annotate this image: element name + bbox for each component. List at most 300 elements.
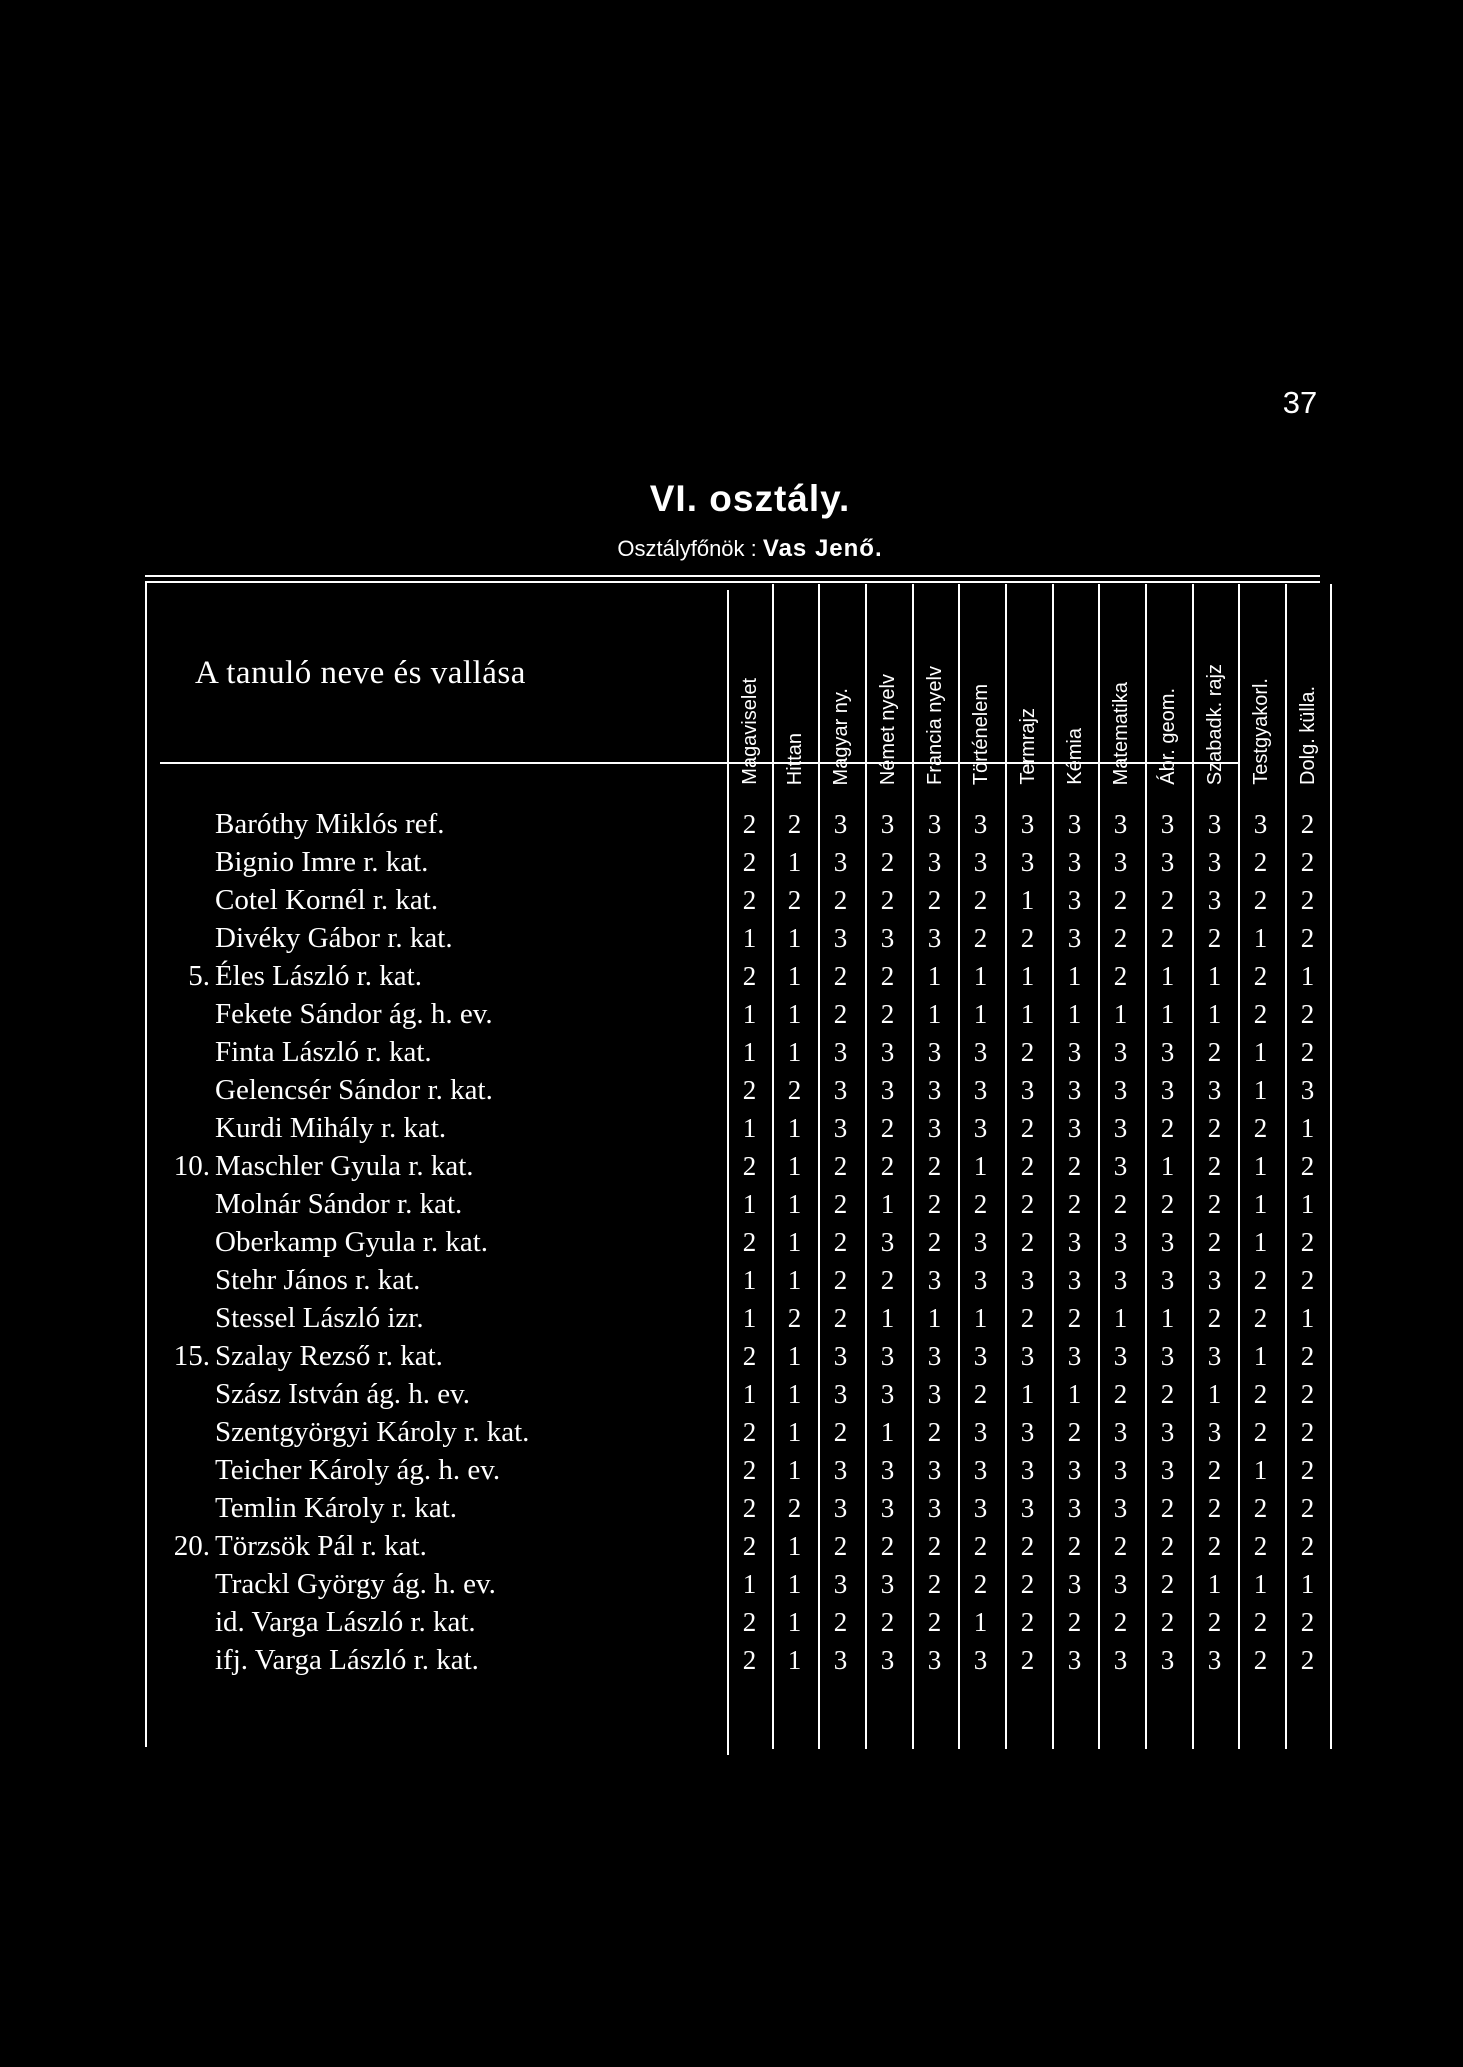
grade-cell: 2 <box>1160 1607 1175 1637</box>
grade-cell: 1 <box>1300 1303 1315 1333</box>
grade-cell: 2 <box>1067 1151 1082 1181</box>
table-top-rule <box>145 575 1320 577</box>
grade-cell: 2 <box>1067 1531 1082 1561</box>
grade-cell: 2 <box>927 1417 942 1447</box>
grade-cell: 2 <box>1300 1379 1315 1409</box>
grade-cell: 3 <box>973 1493 988 1523</box>
subject-header <box>1194 595 1235 785</box>
subject-header-label: Testgyakorl. <box>1249 678 1272 785</box>
grade-cell: 3 <box>973 809 988 839</box>
grade-cell: 2 <box>1113 885 1128 915</box>
grade-cell: 2 <box>787 1493 802 1523</box>
subject-header <box>1287 595 1328 785</box>
subject-header <box>729 595 770 785</box>
grade-cell: 3 <box>1113 1037 1128 1067</box>
grade-cell: 1 <box>880 1417 895 1447</box>
student-name: ifj. Varga László r. kat. <box>215 1644 479 1676</box>
student-name: Maschler Gyula r. kat. <box>215 1150 474 1182</box>
grade-cell: 2 <box>1300 1227 1315 1257</box>
grade-cell: 2 <box>1160 1113 1175 1143</box>
grade-cell: 1 <box>787 1151 802 1181</box>
grade-cell: 2 <box>1300 1151 1315 1181</box>
grade-cell: 1 <box>1207 999 1222 1029</box>
grade-cell: 2 <box>787 1303 802 1333</box>
table-row <box>0 996 1463 1033</box>
grade-cell: 1 <box>1160 1303 1175 1333</box>
page-number: 37 <box>1282 385 1318 420</box>
grade-cell: 3 <box>833 1113 848 1143</box>
grade-cell: 2 <box>1300 885 1315 915</box>
grade-cell: 2 <box>1207 1227 1222 1257</box>
student-name: Divéky Gábor r. kat. <box>215 922 453 954</box>
grade-cell: 1 <box>787 847 802 877</box>
grade-cell: 3 <box>833 1341 848 1371</box>
grade-cell: 3 <box>1160 1227 1175 1257</box>
grade-cell: 3 <box>1207 1417 1222 1447</box>
subject-header-label: Francia nyelv <box>923 666 946 785</box>
teacher-name: Vas Jenő. <box>762 535 883 562</box>
student-name: id. Varga László r. kat. <box>215 1606 476 1638</box>
table-row <box>0 1376 1463 1413</box>
grade-cell: 3 <box>927 1645 942 1675</box>
grade-cell: 2 <box>833 1303 848 1333</box>
grade-cell: 2 <box>880 1113 895 1143</box>
grade-cell: 3 <box>1067 1569 1082 1599</box>
grade-cell: 2 <box>742 1075 757 1105</box>
grade-cell: 3 <box>1067 1075 1082 1105</box>
grade-cell: 1 <box>1253 1075 1268 1105</box>
grade-cell: 1 <box>1067 1379 1082 1409</box>
grade-cell: 3 <box>1067 1493 1082 1523</box>
grade-cell: 2 <box>742 961 757 991</box>
table-top-rule-2 <box>145 581 1320 583</box>
grade-cell: 2 <box>1020 1113 1035 1143</box>
grade-cell: 2 <box>1300 1531 1315 1561</box>
grade-cell: 3 <box>1160 1341 1175 1371</box>
grade-cell: 2 <box>1300 1417 1315 1447</box>
grade-cell: 3 <box>1020 1341 1035 1371</box>
grade-cell: 1 <box>787 1113 802 1143</box>
grade-cell: 3 <box>1067 1455 1082 1485</box>
table-row <box>0 1338 1463 1375</box>
grade-cell: 2 <box>742 1455 757 1485</box>
grade-cell: 1 <box>1300 1113 1315 1143</box>
student-name: Gelencsér Sándor r. kat. <box>215 1074 493 1106</box>
student-name: Stehr János r. kat. <box>215 1264 421 1296</box>
grade-cell: 1 <box>1067 999 1082 1029</box>
grade-cell: 2 <box>1067 1303 1082 1333</box>
grade-cell: 1 <box>1207 961 1222 991</box>
grade-cell: 1 <box>1253 1341 1268 1371</box>
grade-cell: 2 <box>1300 999 1315 1029</box>
grade-cell: 3 <box>927 1265 942 1295</box>
grade-cell: 3 <box>880 1227 895 1257</box>
grade-cell: 3 <box>880 1569 895 1599</box>
grade-cell: 3 <box>1160 1645 1175 1675</box>
grade-cell: 1 <box>742 1569 757 1599</box>
grade-cell: 2 <box>1020 1531 1035 1561</box>
subject-header <box>1054 595 1095 785</box>
student-name: Temlin Károly r. kat. <box>215 1492 457 1524</box>
subject-header-label: Matematika <box>1109 681 1132 785</box>
grade-cell: 2 <box>1207 1189 1222 1219</box>
grade-cell: 2 <box>880 1531 895 1561</box>
grade-cell: 2 <box>833 961 848 991</box>
grade-cell: 3 <box>1113 1265 1128 1295</box>
subject-header-label: Történelem <box>969 683 992 785</box>
grade-cell: 2 <box>1160 1493 1175 1523</box>
grade-cell: 3 <box>1020 1493 1035 1523</box>
subject-header-label: Magaviselet <box>738 678 761 785</box>
student-name: Finta László r. kat. <box>215 1036 432 1068</box>
grade-cell: 3 <box>1113 1151 1128 1181</box>
grade-cell: 2 <box>787 809 802 839</box>
grade-cell: 3 <box>1113 1569 1128 1599</box>
grade-cell: 1 <box>1160 999 1175 1029</box>
grade-cell: 2 <box>787 1075 802 1105</box>
grade-cell: 1 <box>787 1607 802 1637</box>
student-name: Oberkamp Gyula r. kat. <box>215 1226 489 1258</box>
grade-cell: 1 <box>742 1379 757 1409</box>
subject-header-label: Dolg. külla. <box>1296 686 1319 785</box>
grade-cell: 3 <box>1067 1265 1082 1295</box>
grade-cell: 2 <box>1300 809 1315 839</box>
grade-cell: 3 <box>1020 1265 1035 1295</box>
grade-cell: 3 <box>1067 885 1082 915</box>
grade-cell: 3 <box>1207 1075 1222 1105</box>
grade-cell: 2 <box>1113 961 1128 991</box>
grade-cell: 2 <box>1300 923 1315 953</box>
grade-cell: 3 <box>973 1037 988 1067</box>
grade-cell: 2 <box>742 1531 757 1561</box>
table-row <box>0 1148 1463 1185</box>
grade-cell: 2 <box>1207 1493 1222 1523</box>
grade-cell: 3 <box>973 1113 988 1143</box>
grade-cell: 2 <box>1300 1645 1315 1675</box>
student-name: Molnár Sándor r. kat. <box>215 1188 463 1220</box>
grade-cell: 2 <box>1253 1379 1268 1409</box>
grade-cell: 2 <box>1253 1113 1268 1143</box>
grade-cell: 2 <box>1300 1493 1315 1523</box>
grade-cell: 3 <box>833 923 848 953</box>
grade-cell: 2 <box>927 885 942 915</box>
grade-cell: 2 <box>1253 1531 1268 1561</box>
grade-cell: 2 <box>1253 999 1268 1029</box>
subject-header <box>1147 595 1188 785</box>
grade-cell: 2 <box>742 1607 757 1637</box>
student-name: Törzsök Pál r. kat. <box>215 1530 427 1562</box>
grade-cell: 3 <box>1160 847 1175 877</box>
subject-header <box>820 595 861 785</box>
grade-cell: 2 <box>1253 885 1268 915</box>
class-teacher-line <box>550 535 950 563</box>
grade-cell: 1 <box>787 1265 802 1295</box>
subject-header <box>960 595 1001 785</box>
grade-cell: 2 <box>1207 1151 1222 1181</box>
grade-cell: 3 <box>1020 809 1035 839</box>
grade-cell: 1 <box>787 1531 802 1561</box>
grade-cell: 2 <box>973 1379 988 1409</box>
grade-cell: 3 <box>880 809 895 839</box>
grade-cell: 2 <box>927 1569 942 1599</box>
grade-cell: 2 <box>1113 1189 1128 1219</box>
grade-cell: 3 <box>1067 847 1082 877</box>
grade-cell: 2 <box>1020 1569 1035 1599</box>
grade-cell: 2 <box>1067 1189 1082 1219</box>
grade-cell: 1 <box>787 1341 802 1371</box>
grade-cell: 2 <box>1113 1531 1128 1561</box>
grade-cell: 2 <box>927 1607 942 1637</box>
grade-cell: 2 <box>927 1227 942 1257</box>
grade-cell: 2 <box>973 1569 988 1599</box>
grade-cell: 3 <box>1207 1265 1222 1295</box>
grade-cell: 1 <box>1300 961 1315 991</box>
grade-cell: 2 <box>880 999 895 1029</box>
grade-cell: 2 <box>1020 1037 1035 1067</box>
grade-cell: 2 <box>973 1531 988 1561</box>
subject-header-label: Német nyelv <box>876 673 899 785</box>
grade-cell: 2 <box>1020 1151 1035 1181</box>
row-number: 5. <box>188 960 210 992</box>
student-name: Kurdi Mihály r. kat. <box>215 1112 447 1144</box>
row-number: 10. <box>173 1150 210 1182</box>
grade-cell: 1 <box>1020 1379 1035 1409</box>
grade-cell: 2 <box>1300 1037 1315 1067</box>
table-row <box>0 1414 1463 1451</box>
grade-cell: 2 <box>1253 1607 1268 1637</box>
grade-cell: 1 <box>1253 1569 1268 1599</box>
grade-cell: 1 <box>787 1569 802 1599</box>
grade-cell: 2 <box>1160 1569 1175 1599</box>
grade-cell: 3 <box>1207 1645 1222 1675</box>
grade-cell: 3 <box>973 1227 988 1257</box>
grade-cell: 2 <box>1113 1607 1128 1637</box>
grade-cell: 2 <box>833 1265 848 1295</box>
student-name: Fekete Sándor ág. h. ev. <box>215 998 493 1030</box>
grade-cell: 3 <box>1020 847 1035 877</box>
grade-cell: 2 <box>1207 923 1222 953</box>
grade-cell: 2 <box>833 1151 848 1181</box>
grade-cell: 3 <box>973 1341 988 1371</box>
grade-cell: 2 <box>1300 1341 1315 1371</box>
row-number: 20. <box>173 1530 210 1562</box>
student-name: Teicher Károly ág. h. ev. <box>215 1454 501 1486</box>
table-row <box>0 1300 1463 1337</box>
grade-cell: 1 <box>1207 1379 1222 1409</box>
grade-cell: 1 <box>742 1265 757 1295</box>
grade-cell: 3 <box>1113 809 1128 839</box>
grade-cell: 3 <box>833 1455 848 1485</box>
grade-cell: 2 <box>1253 1417 1268 1447</box>
grade-cell: 3 <box>1160 1037 1175 1067</box>
student-name: Szentgyörgyi Károly r. kat. <box>215 1416 530 1448</box>
grade-cell: 2 <box>742 1341 757 1371</box>
grade-cell: 1 <box>880 1189 895 1219</box>
grade-cell: 1 <box>1020 961 1035 991</box>
grade-cell: 3 <box>927 1113 942 1143</box>
grade-cell: 3 <box>1113 1417 1128 1447</box>
table-row <box>0 1642 1463 1679</box>
grade-cell: 1 <box>973 1303 988 1333</box>
grade-cell: 3 <box>833 1569 848 1599</box>
table-row <box>0 1072 1463 1109</box>
grade-cell: 1 <box>1067 961 1082 991</box>
grade-cell: 3 <box>1113 1075 1128 1105</box>
grade-cell: 1 <box>742 1113 757 1143</box>
grade-cell: 3 <box>973 1455 988 1485</box>
grade-cell: 2 <box>1020 1303 1035 1333</box>
grade-cell: 3 <box>1207 847 1222 877</box>
grade-cell: 3 <box>880 1455 895 1485</box>
grade-cell: 2 <box>973 885 988 915</box>
grade-cell: 3 <box>880 1645 895 1675</box>
grade-cell: 3 <box>833 1379 848 1409</box>
grade-cell: 2 <box>1253 1645 1268 1675</box>
grade-cell: 2 <box>742 1227 757 1257</box>
grade-cell: 2 <box>833 1531 848 1561</box>
grade-cell: 2 <box>1300 1265 1315 1295</box>
grade-cell: 2 <box>1207 1607 1222 1637</box>
grade-cell: 3 <box>880 923 895 953</box>
grade-cell: 3 <box>927 1493 942 1523</box>
grade-cell: 2 <box>1207 1303 1222 1333</box>
grade-cell: 2 <box>833 999 848 1029</box>
grade-cell: 3 <box>1020 1417 1035 1447</box>
grade-cell: 2 <box>1113 1379 1128 1409</box>
grade-cell: 3 <box>833 847 848 877</box>
grade-cell: 3 <box>833 1037 848 1067</box>
grade-cell: 2 <box>1160 1189 1175 1219</box>
grade-cell: 1 <box>1160 1151 1175 1181</box>
grade-cell: 3 <box>1207 885 1222 915</box>
grade-cell: 2 <box>1253 1303 1268 1333</box>
grade-cell: 3 <box>973 1417 988 1447</box>
table-row <box>0 1034 1463 1071</box>
grade-cell: 2 <box>1020 1189 1035 1219</box>
grade-cell: 2 <box>1253 961 1268 991</box>
subject-header-label: Ábr. geom. <box>1156 688 1179 785</box>
grade-cell: 1 <box>1253 923 1268 953</box>
grade-cell: 2 <box>1160 1531 1175 1561</box>
grade-cell: 3 <box>880 1379 895 1409</box>
name-column-header: A tanuló neve és vallása <box>195 655 526 691</box>
grade-cell: 2 <box>1113 923 1128 953</box>
grade-cell: 3 <box>1113 1645 1128 1675</box>
grade-cell: 2 <box>927 1531 942 1561</box>
grade-cell: 3 <box>1113 1227 1128 1257</box>
subject-header-label: Magyar ny. <box>829 687 852 785</box>
grade-cell: 1 <box>1253 1455 1268 1485</box>
grade-cell: 2 <box>1020 923 1035 953</box>
class-title: VI. osztály. <box>649 478 851 519</box>
grade-cell: 1 <box>927 961 942 991</box>
grade-cell: 1 <box>787 1455 802 1485</box>
grade-cell: 3 <box>880 1075 895 1105</box>
student-name: Szalay Rezső r. kat. <box>215 1340 443 1372</box>
grade-cell: 3 <box>1113 847 1128 877</box>
grade-cell: 2 <box>742 1151 757 1181</box>
table-row <box>0 958 1463 995</box>
grade-cell: 1 <box>1300 1189 1315 1219</box>
grade-cell: 3 <box>1160 1265 1175 1295</box>
table-row <box>0 844 1463 881</box>
grade-cell: 3 <box>1207 1341 1222 1371</box>
grade-cell: 1 <box>1113 999 1128 1029</box>
grade-cell: 3 <box>833 1645 848 1675</box>
subject-header-label: Termrajz <box>1016 708 1039 785</box>
grade-cell: 1 <box>787 999 802 1029</box>
grade-cell: 3 <box>1020 1075 1035 1105</box>
grade-cell: 2 <box>833 1227 848 1257</box>
grade-cell: 3 <box>1160 1417 1175 1447</box>
grade-cell: 3 <box>1113 1113 1128 1143</box>
grade-cell: 1 <box>1253 1227 1268 1257</box>
grade-cell: 3 <box>833 809 848 839</box>
student-name: Stessel László izr. <box>215 1302 424 1334</box>
grade-cell: 3 <box>1113 1341 1128 1371</box>
subject-header-label: Hittan <box>783 732 806 785</box>
grade-cell: 2 <box>742 1645 757 1675</box>
grade-cell: 3 <box>1300 1075 1315 1105</box>
grade-cell: 3 <box>1067 809 1082 839</box>
grade-cell: 2 <box>1207 1037 1222 1067</box>
grade-cell: 1 <box>787 1645 802 1675</box>
grade-cell: 2 <box>1160 885 1175 915</box>
grade-cell: 2 <box>742 885 757 915</box>
grade-cell: 2 <box>742 1493 757 1523</box>
grade-cell: 3 <box>1207 809 1222 839</box>
table-row <box>0 882 1463 919</box>
grade-cell: 3 <box>880 1037 895 1067</box>
grade-cell: 2 <box>742 809 757 839</box>
grade-cell: 2 <box>833 885 848 915</box>
grade-cell: 1 <box>1253 1189 1268 1219</box>
grade-cell: 3 <box>1020 1455 1035 1485</box>
grade-cell: 1 <box>1020 885 1035 915</box>
grade-cell: 3 <box>973 847 988 877</box>
grade-cell: 2 <box>1020 1645 1035 1675</box>
grade-cell: 2 <box>833 1417 848 1447</box>
grade-cell: 2 <box>1253 847 1268 877</box>
grade-cell: 2 <box>1300 1455 1315 1485</box>
table-row <box>0 1262 1463 1299</box>
subject-header <box>774 595 815 785</box>
grade-cell: 3 <box>880 1493 895 1523</box>
grade-cell: 2 <box>880 885 895 915</box>
grade-cell: 3 <box>927 1075 942 1105</box>
grade-cell: 2 <box>880 847 895 877</box>
grade-cell: 1 <box>742 1303 757 1333</box>
grade-cell: 2 <box>1020 1607 1035 1637</box>
grade-cell: 1 <box>787 1379 802 1409</box>
table-row <box>0 920 1463 957</box>
table-row <box>0 1452 1463 1489</box>
grade-cell: 1 <box>1020 999 1035 1029</box>
grade-cell: 1 <box>787 1227 802 1257</box>
grade-cell: 2 <box>1207 1455 1222 1485</box>
grade-cell: 2 <box>880 961 895 991</box>
grade-cell: 2 <box>973 1189 988 1219</box>
grade-cell: 2 <box>742 847 757 877</box>
grade-cell: 2 <box>927 1151 942 1181</box>
grade-cell: 3 <box>1160 809 1175 839</box>
grade-cell: 3 <box>927 1037 942 1067</box>
grade-cell: 3 <box>1113 1493 1128 1523</box>
student-name: Trackl György ág. h. ev. <box>215 1568 496 1600</box>
grade-cell: 3 <box>1067 923 1082 953</box>
grade-cell: 2 <box>1020 1227 1035 1257</box>
grade-cell: 1 <box>787 961 802 991</box>
